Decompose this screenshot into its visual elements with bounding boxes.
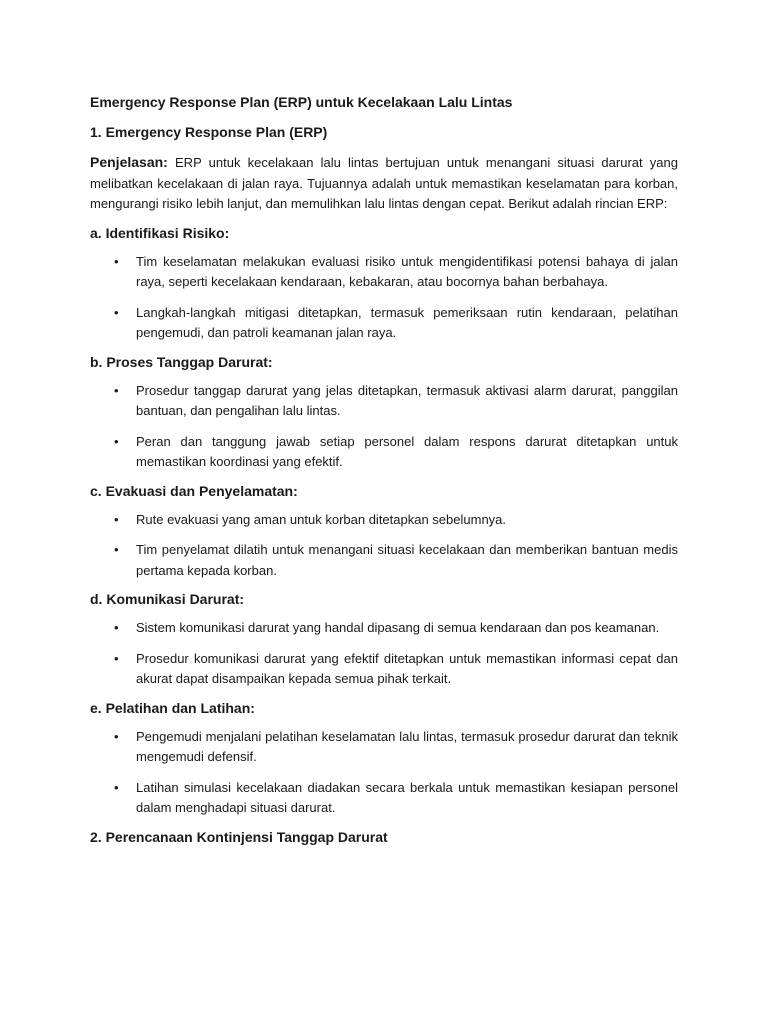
subsection-heading-training-drills: e. Pelatihan dan Latihan: (90, 699, 255, 716)
bullet-icon: • (114, 650, 119, 666)
bullet-icon: • (114, 779, 119, 795)
list-item (90, 649, 678, 690)
list-item-text: Sistem komunikasi darurat yang handal dipasang di semua kendaraan dan pos keamanan. (136, 620, 660, 635)
list-item (90, 381, 678, 422)
list-item (90, 778, 678, 819)
list-item (90, 303, 678, 344)
bullet-list-emergency-response-process (90, 381, 678, 473)
section-1-intro (90, 152, 678, 215)
section-2-heading: 2. Perencanaan Kontinjensi Tanggap Darurat (90, 828, 388, 845)
subsection-heading-risk-identification: a. Identifikasi Risiko: (90, 224, 230, 241)
intro-text: ERP untuk kecelakaan lalu lintas bertujuan untuk menangani situasi darurat yang melibatkan kecelakaan di jalan raya. Tujuannya adalah untuk memastikan keselamatan para korban, mengurangi risiko lebih lanjut, dan memulihkan lalu lintas dengan cepat. Berikut adalah rincian ERP: (90, 155, 678, 211)
bullet-list-evacuation-rescue (90, 510, 678, 582)
list-item-text: Langkah-langkah mitigasi ditetapkan, termasuk pemeriksaan rutin kendaraan, pelatihan pengemudi, dan patroli keamanan jalan raya. (136, 304, 678, 340)
subsection-heading-emergency-communication: d. Komunikasi Darurat: (90, 591, 245, 607)
list-item (90, 252, 678, 293)
list-item (90, 432, 678, 473)
subsection-heading-evacuation-rescue: c. Evakuasi dan Penyelamatan: (90, 482, 298, 499)
list-item-text: Prosedur tanggap darurat yang jelas ditetapkan, termasuk aktivasi alarm darurat, panggilan bantuan, dan pengalihan lalu lintas. (136, 382, 678, 418)
section-1-heading: 1. Emergency Response Plan (ERP) (90, 124, 328, 140)
bullet-icon: • (114, 382, 119, 398)
intro-label: Penjelasan: (90, 154, 168, 170)
bullet-icon: • (114, 511, 119, 527)
list-item-text: Rute evakuasi yang aman untuk korban ditetapkan sebelumnya. (136, 511, 507, 527)
list-item-text: Pengemudi menjalani pelatihan keselamatan lalu lintas, termasuk prosedur darurat dan teknik mengemudi defensif. (136, 728, 678, 764)
bullet-icon: • (114, 253, 119, 269)
bullet-list-training-drills (90, 727, 678, 819)
list-item-text: Peran dan tanggung jawab setiap personel dalam respons darurat ditetapkan untuk memastikan koordinasi yang efektif. (136, 433, 678, 469)
bullet-icon: • (114, 728, 119, 744)
list-item-text: Tim penyelamat dilatih untuk menangani situasi kecelakaan dan memberikan bantuan medis pertama kepada korban. (136, 542, 678, 578)
bullet-list-emergency-communication (90, 618, 678, 690)
list-item-text: Prosedur komunikasi darurat yang efektif ditetapkan untuk memastikan informasi cepat dan akurat dapat disampaikan kepada semua pihak terkait. (136, 650, 678, 686)
bullet-icon: • (114, 433, 119, 449)
subsection-heading-emergency-response-process: b. Proses Tanggap Darurat: (90, 353, 273, 370)
list-item (90, 510, 678, 531)
list-item-text: Latihan simulasi kecelakaan diadakan secara berkala untuk memastikan kesiapan personel dalam menghadapi situasi darurat. (136, 779, 678, 815)
bullet-icon: • (114, 304, 119, 320)
list-item (90, 727, 678, 768)
list-item (90, 540, 678, 581)
document-title: Emergency Response Plan (ERP) untuk Kecelakaan Lalu Lintas (90, 94, 513, 110)
list-item (90, 618, 678, 639)
bullet-icon: • (114, 542, 119, 557)
bullet-list-risk-identification (90, 252, 678, 344)
bullet-icon: • (114, 620, 119, 635)
list-item-text: Tim keselamatan melakukan evaluasi risiko untuk mengidentifikasi potensi bahaya di jalan raya, seperti kecelakaan kendaraan, kebakaran, atau bocornya bahan berbahaya. (136, 253, 678, 289)
